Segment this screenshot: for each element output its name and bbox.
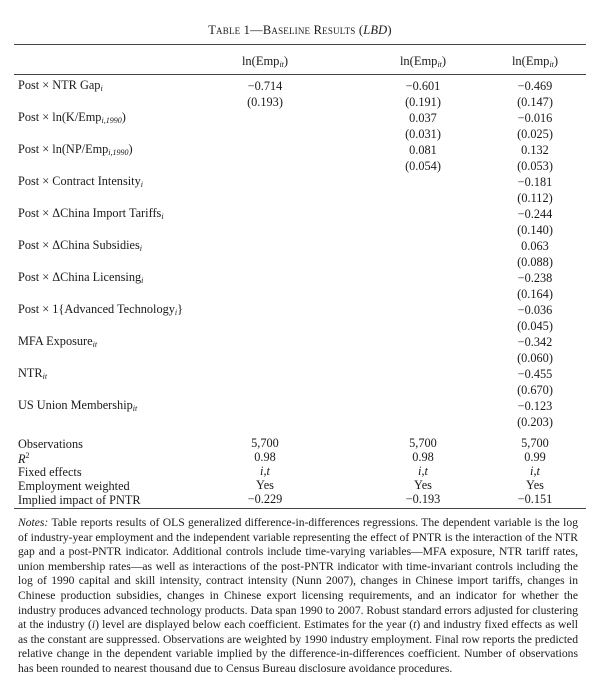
stat-label: Observations xyxy=(18,437,83,451)
stat-value: 5,700 xyxy=(409,436,437,450)
standard-error: (0.045) xyxy=(517,319,553,333)
row-label: Post × NTR Gap$_i$ xyxy=(18,78,103,93)
stat-value: Yes xyxy=(526,478,544,492)
standard-error: (0.112) xyxy=(517,191,553,205)
standard-error: (0.164) xyxy=(517,287,553,301)
coefficient-value: −0.036 xyxy=(517,303,553,317)
row-label: Post × ΔChina Import Tariffs$_i$ xyxy=(18,206,164,221)
standard-error: (0.191) xyxy=(405,95,441,109)
coefficient-value: −0.016 xyxy=(517,111,553,125)
coefficient-cell xyxy=(480,302,590,334)
coefficient-value: 0.063 xyxy=(521,239,549,253)
standard-error: (0.031) xyxy=(405,127,441,141)
standard-error: (0.140) xyxy=(517,223,553,237)
standard-error: (0.203) xyxy=(517,415,553,429)
row-label: Post × 1{Advanced Technology$_i$} xyxy=(18,302,184,317)
coefficient-cell xyxy=(480,78,590,110)
coefficient-cell xyxy=(210,78,320,110)
coefficient-cell xyxy=(480,142,590,174)
stat-value: −0.151 xyxy=(517,492,553,506)
stat-row xyxy=(0,450,600,467)
coefficient-cell xyxy=(480,174,590,206)
coefficient-value: −0.342 xyxy=(517,335,553,349)
stat-row xyxy=(0,437,600,450)
standard-error: (0.088) xyxy=(517,255,553,269)
coefficient-cell xyxy=(368,110,478,142)
stat-value: −0.229 xyxy=(247,492,283,506)
coefficient-value: −0.181 xyxy=(517,175,553,189)
stat-value: 0.98 xyxy=(412,450,434,464)
standard-error: (0.193) xyxy=(247,95,283,109)
stat-value: 5,700 xyxy=(521,436,549,450)
coefficient-cell xyxy=(480,366,590,398)
coefficient-value: −0.714 xyxy=(247,79,283,93)
stat-label: Employment weighted xyxy=(18,479,130,493)
row-label: US Union Membership$_{it}$ xyxy=(18,398,138,413)
row-label: MFA Exposure$_{it}$ xyxy=(18,334,98,349)
coefficient-value: 0.081 xyxy=(409,143,437,157)
row-label: Post × ln(K/Emp$_{i,1990}$) xyxy=(18,110,126,125)
standard-error: (0.025) xyxy=(517,127,553,141)
coefficient-value: −0.238 xyxy=(517,271,553,285)
row-label: Post × ΔChina Subsidies$_i$ xyxy=(18,238,143,253)
stat-value: i,t xyxy=(418,464,428,478)
coefficient-value: −0.244 xyxy=(517,207,553,221)
standard-error: (0.670) xyxy=(517,383,553,397)
standard-error: (0.053) xyxy=(517,159,553,173)
stat-value: Yes xyxy=(256,478,274,492)
row-label: Post × ΔChina Licensing$_i$ xyxy=(18,270,144,285)
column-header: ln(Emp$_{it}$) xyxy=(241,54,289,69)
coefficient-value: 0.037 xyxy=(409,111,437,125)
stat-value: i,t xyxy=(530,464,540,478)
coefficient-value: −0.455 xyxy=(517,367,553,381)
coefficient-cell xyxy=(480,206,590,238)
column-header: ln(Emp$_{it}$) xyxy=(399,54,447,69)
coefficient-value: −0.469 xyxy=(517,79,553,93)
stat-label: Fixed effects xyxy=(18,465,82,479)
stat-row xyxy=(0,465,600,478)
stat-label: Implied impact of PNTR xyxy=(18,493,141,507)
standard-error: (0.054) xyxy=(405,159,441,173)
row-label: Post × ln(NP/Emp$_{i,1990}$) xyxy=(18,142,133,157)
coefficient-cell xyxy=(480,238,590,270)
column-header: ln(Emp$_{it}$) xyxy=(511,54,559,69)
row-label: $NTR_{it}$ xyxy=(18,366,48,381)
table-title: Table 1—Baseline Results (LBD) xyxy=(208,23,392,37)
coefficient-cell xyxy=(480,270,590,302)
stat-row xyxy=(0,479,600,492)
stat-value: Yes xyxy=(414,478,432,492)
coefficient-cell xyxy=(368,78,478,110)
coefficient-cell xyxy=(480,398,590,430)
stat-value: 0.99 xyxy=(524,450,546,464)
top-rule xyxy=(14,44,586,45)
row-label: Post × Contract Intensity$_i$ xyxy=(18,174,143,189)
header-rule xyxy=(14,74,586,75)
coefficient-cell xyxy=(480,110,590,142)
coefficient-value: −0.601 xyxy=(405,79,441,93)
coefficient-value: 0.132 xyxy=(521,143,549,157)
coefficient-cell xyxy=(480,334,590,366)
stat-value: i,t xyxy=(260,464,270,478)
coefficient-value: −0.123 xyxy=(517,399,553,413)
stat-value: −0.193 xyxy=(405,492,441,506)
standard-error: (0.060) xyxy=(517,351,553,365)
stat-row xyxy=(0,493,600,506)
stat-value: 0.98 xyxy=(254,450,276,464)
bottom-rule xyxy=(14,508,586,509)
coefficient-cell xyxy=(368,142,478,174)
standard-error: (0.147) xyxy=(517,95,553,109)
table-notes: Notes: Table reports results of OLS generalized difference-in-differences regressions. The dependent variable is the log of industry-year employment and the independent variable representing the effect of PNTR is the interaction of the NTR gap and a post-PNTR indicator. Additional controls include time-varying variables—MFA exposure, NTR tariff rates, union membership rates—as well as interactions of the post-PNTR indicator with time-invariant controls including the log of 1990 capital and skill intensity, contract intensity (Nunn 2007), changes in Chinese import tariffs, changes in Chinese production subsidies, changes in Chinese export licensing requirements, and an indicator for whether the industry produces advanced technology products. Data span 1990 to 2007. Robust standard errors adjusted for clustering at the industry (i) level are displayed below each coefficient. Estimates for the year (t) and industry fixed effects as well as the constant are suppressed. Observations are weighted by 1990 industry employment. Final row reports the predicted relative change in the dependent variable implied by the difference-in-differences coefficient. Number of observations has been rounded to nearest thousand due to Census Bureau disclosure avoidance procedures. xyxy=(18,516,578,675)
stat-value: 5,700 xyxy=(251,436,279,450)
stat-label: $R^2$ xyxy=(18,451,30,467)
